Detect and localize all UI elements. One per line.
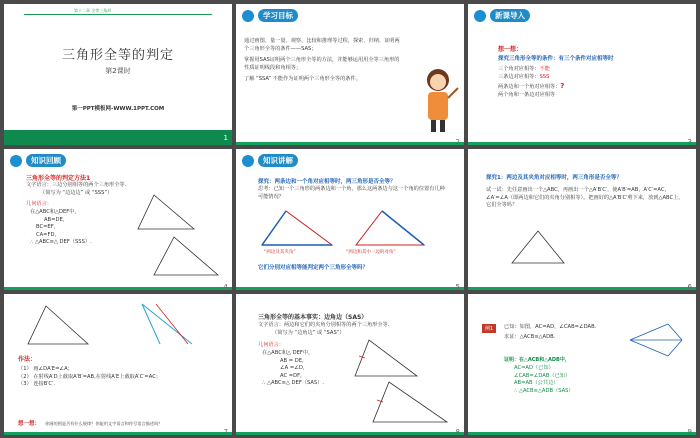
triangles-figure <box>134 189 229 284</box>
proof-step: AC =DF， <box>280 372 306 379</box>
triangle-figure <box>508 227 568 267</box>
section-title <box>10 154 66 167</box>
footer-bar <box>4 432 232 435</box>
sas-title: 三角形全等的基本事实：边角边（SAS） <box>258 314 368 321</box>
question: 探究三角形全等的条件：有三个条件对应相等时 <box>498 56 614 62</box>
proof-line: ∴ △ACB≌△ADB（SAS） <box>514 387 574 394</box>
condition-item: 两个角和一条边对应相等 <box>498 91 556 98</box>
section-label: 知识回顾 <box>26 154 66 167</box>
bulb-icon <box>242 155 254 167</box>
explore-question: 探究：两条边和一个角对应相等时，两三角形是否全等？ <box>258 179 396 185</box>
slide-number: 3 <box>687 138 692 145</box>
proof-steps <box>30 209 92 247</box>
sas-triangles-figure <box>351 334 461 429</box>
kite-figure <box>626 320 686 360</box>
footer-bar <box>468 432 696 435</box>
slide-header: 第十二章 全等三角形 <box>74 8 112 13</box>
slide-number: 7 <box>223 428 228 435</box>
slide-thumbnail-9[interactable] <box>468 294 696 435</box>
prove: 求证：△ACB≌△ADB. <box>504 334 556 340</box>
bulb-icon <box>242 10 254 22</box>
goal-item: 掌握用SAS证明两个三角形全等的方法，并能够运用用全等三角形的性质证明线段和角相等； <box>244 57 400 71</box>
explore-title: 探究1：两边及其夹角对应相等时，两三角形是否全等？ <box>486 175 622 181</box>
condition-item: 三个角对应相等：不能 <box>498 66 550 72</box>
footer-bar <box>4 130 232 145</box>
slide-thumbnail-5[interactable] <box>236 149 464 290</box>
teacher-illustration <box>416 64 460 134</box>
slide-thumbnail-2[interactable] <box>236 4 464 145</box>
footer-bar <box>4 287 232 290</box>
proof-step: BC=EF， <box>36 224 59 231</box>
slide-thumbnail-3[interactable] <box>468 4 696 145</box>
think-desc: 思考：已知一个三角形的两条边和一个角，那么这两条边与这一个角的位置有几种可能情况？ <box>258 186 445 200</box>
condition-list <box>498 66 564 99</box>
proof-step: AB = DE， <box>280 357 308 364</box>
footer-bar <box>236 287 464 290</box>
case2-caption: “两边和其中一边的对角” <box>346 250 396 255</box>
footer-bar <box>236 432 464 435</box>
construction-figure <box>24 300 214 350</box>
case1-caption: “两边及其夹角” <box>264 250 296 255</box>
slide-title: 三角形全等的判定 <box>61 48 174 63</box>
geo-language: 几何语言： <box>26 201 52 207</box>
slide-thumbnail-7[interactable] <box>4 294 232 435</box>
section-label: 知识讲解 <box>258 154 298 167</box>
section-title <box>242 9 298 22</box>
think-label: 想一想： <box>498 46 523 53</box>
slide-number: 2 <box>455 138 460 145</box>
word-language: 文字语言：两边和它们的夹角分别相等的两个三角形全等. <box>258 322 390 328</box>
goal-item: 通过画图、量一量、观察、比较和推理等过程，探索、归纳、证明两个三角形全等的条件——SAS； <box>244 38 400 52</box>
proof-step: 在△ABC和△DEF中， <box>30 209 80 215</box>
slide-subtitle: 第2课时 <box>105 67 131 75</box>
method-step: （3） 连接B′C′. <box>18 381 55 388</box>
footer-bar <box>468 287 696 290</box>
slide-number: 5 <box>455 283 460 290</box>
proof-step: AB=DE， <box>44 216 68 223</box>
bulb-icon <box>474 10 486 22</box>
footer-bar <box>236 142 464 145</box>
think-block <box>18 410 162 429</box>
proof-step: ∠A =∠D， <box>280 365 309 372</box>
method-steps <box>18 366 161 389</box>
given: 已知：如图，AC=AD，∠CAB=∠DAB. <box>504 324 597 330</box>
proof-steps <box>262 350 324 388</box>
proof-step: ∴ △ABC≌△ DEF（SAS）. <box>262 380 325 387</box>
proof-step: 在△ABC和△ DEF中， <box>262 350 314 356</box>
section-label: 学习目标 <box>258 9 298 22</box>
slide-number: 8 <box>455 428 460 435</box>
goals-list <box>244 38 404 84</box>
bulb-icon <box>10 155 22 167</box>
think-label: 想一想： <box>18 421 41 427</box>
header-rule <box>24 14 212 15</box>
slide-number: 4 <box>223 283 228 290</box>
slide-thumbnail-6[interactable] <box>468 149 696 290</box>
goal-item: 了解 “SSA” 不能作为证明两个三角形全等的条件。 <box>244 76 361 83</box>
slide-number: 1 <box>223 134 228 142</box>
proof-lines <box>514 365 574 395</box>
proof-step: ∴ △ABC≌△ DEF（SSS）. <box>30 239 92 246</box>
section-title <box>242 154 298 167</box>
method-label: 作法： <box>18 356 37 363</box>
slide-thumbnail-1[interactable] <box>4 4 232 145</box>
section-label: 新课导入 <box>490 9 530 22</box>
slide-thumbnail-8[interactable] <box>236 294 464 435</box>
word-language: 文字语言：三边分别相等的两个三角形全等. <box>26 182 127 188</box>
method-step: （2） 在射线A′D上截取A′B′=AB,在射线A′E上截取A′C′=AC； <box>18 373 162 380</box>
proof-line: ∠CAB=∠DAB（已知） <box>514 372 571 379</box>
slide-thumbnail-4[interactable] <box>4 149 232 290</box>
trial-text: 试一试：先任意画出一个△ABC，再画出一个△A′B′C′，使A′B′=AB，A′C′=AC，∠A′=∠A（即两边和它们的夹角分别相等）。把画好的△A′B′C′剪下来，放到△ABC上，它们全等吗？ <box>486 187 684 209</box>
slide-number: 6 <box>687 283 692 290</box>
site-text: 第一PPT模板网-WWW.1PPT.COM <box>71 106 165 112</box>
ask-question: 它们分别对应相等能判定两个三角形全等吗？ <box>258 265 369 271</box>
proof-title: 证明：在△ACB和△ADB中， <box>504 357 570 363</box>
proof-line: AC=AD（已知） <box>514 365 554 371</box>
abbreviation: （简写为 “边边边” 或 “SSS”） <box>40 190 113 196</box>
condition-item: 两条边和一个角对应相等：? <box>498 82 565 91</box>
think-text: 你画的图是否有什么规律？你能用文字语言和符号语言描述吗？ <box>45 421 163 426</box>
geo-language: 几何语言： <box>258 342 284 348</box>
example-tag: 例1 <box>482 324 496 333</box>
section-title <box>474 9 530 22</box>
footer-bar <box>468 142 696 145</box>
proof-step: CA=FD， <box>36 231 60 238</box>
slide-number: 9 <box>687 428 692 435</box>
condition-item: 三条边对应相等：SSS <box>498 73 550 80</box>
method-title: 三角形全等的判定方法1 <box>26 175 91 182</box>
abbreviation: （简写为 “边角边” 或 “SAS”） <box>272 330 345 336</box>
method-step: （1） 画∠DA′E=∠A； <box>18 366 73 372</box>
proof-line: AB=AB（公共边） <box>514 380 559 387</box>
